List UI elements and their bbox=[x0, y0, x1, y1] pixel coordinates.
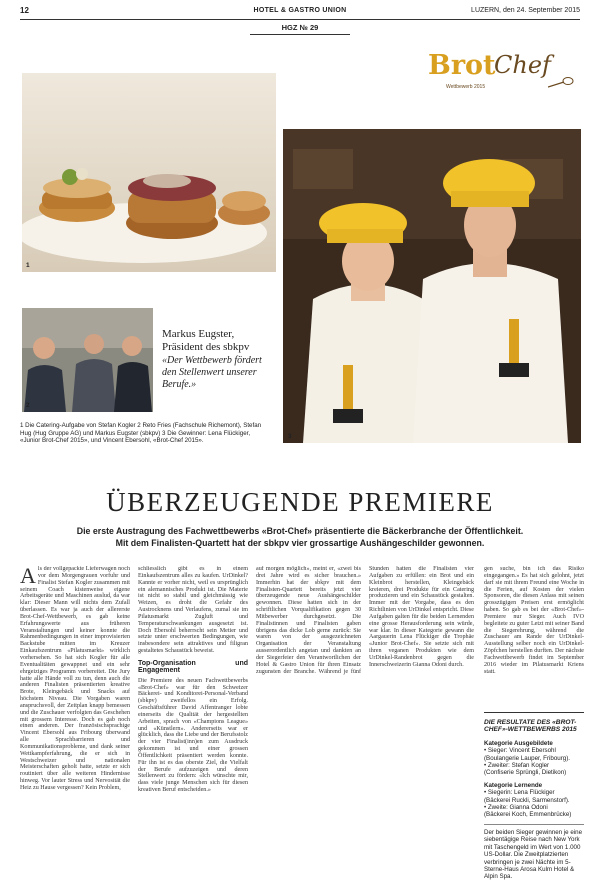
photo-number-2: 2 bbox=[26, 402, 30, 409]
photo-guests bbox=[22, 308, 153, 412]
quote-role: Präsident des sbkpv bbox=[162, 340, 250, 353]
brot-chef-logo bbox=[428, 50, 578, 105]
results-category-2: Kategorie Lernende bbox=[484, 781, 543, 789]
publication-name: HOTEL & GASTRO UNION bbox=[253, 7, 347, 14]
pull-quote bbox=[162, 328, 274, 391]
article-lead bbox=[20, 525, 580, 549]
quote-name: Markus Eugster, bbox=[162, 328, 235, 340]
column-1-text: ls der vollgepackte Lieferwagen noch vor dem Morgengrauen vorfuhr und Finalist Stefan Kogler zusammen mit seinem Coach kistenweise eigene Arbeitsgeräte und Maschinen auslud, da war klar: Dieser Mann will nichts dem Zufall überlassen. Es war ja auch der allererste Brot-Chef-Wettbewerb, es gab keine Erfahrungswerte aus früheren Veranstaltungen und keiner konnte die Rahmenbedingungen in einer improvisierten Backstube mitten im Kreuzer Einkaufszentrum «Pilatusmarkt» wirklich vorhersehen. So hat sich Kogler für alle Eventualitäten gewappnet und ein sehr ehrgeiziges Programm vorbereitet. Die Jury hatte alle Hände voll zu tun, denn auch die anderen Finalisten präsentierten kreative Brote, Kleingebäck und Snacks auf höchstem Niveau. Die Vorgaben waren anspruchsvoll, der Zeitplan knapp bemessen und die Zuschauer verfolgten das Geschehen mit grossem Interesse. Doch es gab noch einen anderen. Der französischsprachige Vincent Ebersohl aus Fribourg überwand alle Sprachbarrieren und Kommunikationsprobleme, und dank seiner Wettkampferfahrung, die er sich in Westschweizer und nationalen Meisterschaften geholt hatte, setzte er sich routiniert über alle weiteren Hindernisse hinweg. Vor lauter Stress und Nervosität die Heiz zu Hause vergessen? Kein Problem, bbox=[20, 566, 130, 791]
subheading: Top-Organisation und Engagement bbox=[138, 659, 248, 674]
column-4-text: gen suche, bin ich das Risiko eingegangen.» Es hat sich gelohnt, jetzt darf sie mit ihrem Freund eine Woche in die Ferien, auf Kosten der vielen Sponsoren, die diesen Anlass mit seinen grosszügigen Preisen erst ermöglicht haben. So gab es bei der «Brot-Chef»-Premiere nur Sieger. Auch IVO begleitete zu guter Letzt mit seiner Band die Siegerehrung, während die Zuschauer am Rande der UrDinkel-Ausstellung selber noch ein UrDinkel-Zöpfchen herstellen durften. Der nächste Fachwettbewerb findet im September 2016 wieder im Pilatusmarkt Kriens statt. bbox=[484, 566, 584, 675]
article-column-2 bbox=[138, 566, 248, 878]
lead-line-1: Die erste Austragung des Fachwettbewerbs «Brot-Chef» präsentierte die Bäckerbranche der Öffentlichkeit. bbox=[76, 526, 524, 536]
dateline: LUZERN, den 24. September 2015 bbox=[471, 7, 580, 14]
quote-text: «Der Wettbewerb fördert den Stellenwert unserer Berufe.» bbox=[162, 355, 262, 390]
drop-cap: A bbox=[20, 566, 36, 588]
results-winner-1: • Sieger: Vincent Ebersohl bbox=[484, 747, 556, 755]
issue-rule bbox=[250, 34, 350, 35]
logo-word-chef: Chef bbox=[494, 51, 551, 79]
results-divider bbox=[484, 824, 584, 825]
guests-illustration bbox=[22, 308, 153, 412]
results-category-1: Kategorie Ausgebildete bbox=[484, 739, 553, 747]
lead-line-2: Mit dem Finalisten-Quartett hat der sbkpv vier grossartige Aushängeschilder gewonnen. bbox=[115, 538, 485, 548]
results-winner-1-affiliation: (Boulangerie Lauper, Fribourg). bbox=[484, 754, 570, 762]
column-3-text: auf morgen möglich», meint er, «zwei bis drei Jahre wird es sicher brauchen.» Immerhin hat der sbkpv mit dem Finalisten-Quartett bereits jetzt vier überzeugende neue Aushängeschilder gewonnen. Diese hatten sich in der schriftlichen Vorqualifikation gegen 30 Mitbewerber durchgesetzt. Die Finalistinnen und Finalisten gaben übrigens das dicke Lob gerne zurück: Sie waren von der ausgezeichneten Organisation der Veranstaltung ausserordentlich angetan und dankten an der Siegerfeier den Verantwortlichen der Hotel & Gastro Union für ihren Einsatz zugunsten der Branche. Während je fünf Stunden hatten die Finalisten vier Aufgaben zu erfüllen: ein Brot und ein Kleinbrot herstellen, Kleingebäck kreieren, drei Produkte für ein Catering produzieren und ein Schaustück gestalten. Immer mit der Vorgabe, dass es den Richtlinien von UrDinkel entspricht. Diese Aufgaben galten für die beiden Lernenden eine grosse Herausforderung sein würde, war klar. In dieser Kategorie gewann die Aargauerin Lena Flückiger die Trophäe «Junior Brot-Chef». Sie setzte sich mit ihren veganen Produkten wie dem UrDinkel-Randenbrot gegen die Innerschweizerin Gianna Odoni durch. bbox=[256, 566, 474, 675]
article-headline: ÜBERZEUGENDE PREMIERE bbox=[106, 487, 494, 517]
photo-number-1: 1 bbox=[26, 262, 30, 269]
results-second-2: • Zweite: Gianna Odoni bbox=[484, 804, 548, 812]
issue-label: HGZ № 29 bbox=[281, 23, 319, 32]
results-title: DIE RESULTATE DES «BROT-CHEF»-WETTBEWERBS 2015 bbox=[484, 719, 577, 734]
logo-tagline: Wettbewerb 2015 bbox=[446, 84, 486, 90]
whisk-icon bbox=[548, 76, 574, 90]
page-header bbox=[20, 6, 580, 18]
header-rule bbox=[20, 19, 580, 20]
photo-winners bbox=[283, 129, 581, 443]
photo-catering bbox=[22, 73, 276, 272]
winners-illustration bbox=[283, 129, 581, 443]
article-column-4 bbox=[484, 566, 584, 706]
logo-word-brot: Brot bbox=[428, 50, 496, 81]
results-box bbox=[484, 712, 584, 881]
results-winner-2-affiliation: (Bäckerei Ruckli, Sarmenstorf). bbox=[484, 796, 570, 804]
pastry-illustration bbox=[22, 73, 276, 272]
results-winner-2: • Siegerin: Lena Flückiger bbox=[484, 789, 555, 797]
article-column-1 bbox=[20, 566, 130, 878]
column-2-text: schliesslich gibt es in einem Einkaufszentrum alles zu kaufen. UrDinkel? Kannte er vorher nicht, weil es ursprünglich ein alemannisches Produkt ist. Die Materie ist nicht so stabil und gleichmässig wie Weizen, es droht die Gefahr des Austrocknens und Verlaufens, zumal sie im Pilatusmarkt Zugluft und Temperaturschwankungen ausgesetzt ist. Doch Ebersohl beherrscht sein Metier und setzte unter erschwerten Bedingungen, wie insbesondere sein attraktives und filigran gestaltetes Schaustück beweist. bbox=[138, 566, 248, 655]
page-number: 12 bbox=[20, 6, 29, 15]
results-second-2-affiliation: (Bäckerei Koch, Emmenbrücke) bbox=[484, 811, 572, 819]
results-second-1: • Zweiter: Stefan Kogler bbox=[484, 762, 550, 770]
photo-caption: 1 Die Catering-Aufgabe von Stefan Kogler 2 Reto Fries (Fachschule Richemont), Stefan Hug (Hug Gruppe AG) und Markus Eugster (sbkpv) 3 Die Gewinner: Lena Flückiger, «Junior Brot-Chef 2015», und Vincent Ebersohl, «Brot-Chef 2015». bbox=[20, 422, 262, 445]
results-second-1-affiliation: (Confiserie Sprüngli, Dietikon) bbox=[484, 769, 567, 777]
article-column-3 bbox=[256, 566, 474, 878]
results-note: Der beiden Sieger gewinnen je eine siebentägige Reise nach New York mit Taschengeld im Wert von 1.000 US-Dollar. Die Zweitplatzierten verbringen je zwei Nächte im 5-Sterne-Haus Arosa Kulm Hotel & Alpin Spa. bbox=[484, 828, 583, 881]
photo-number-3: 3 bbox=[288, 433, 292, 440]
column-2b-text: Die Premiere des neuen Fachwettbewerbs «Brot-Chef» war für den Schweizer Bäckerei- und Konditorei-Personal-Verband (sbkpv) zweifellos ein Erfolg. Geschäftsführer David Affentranger lobte einerseits die Qualität der hergestellten Arbeiten, sprach von «Champions League» und «Künstlern». Andererseits war er glücklich, dass die Liebe und der Berufsstolz der vier Finalist(inn)en zum Ausdruck gekommen ist und einer grossen Öffentlichkeit präsentiert werden konnte. Für ihn ist es das oberste Ziel, die Vielfalt der Berufe aufzuzeigen und deren Stellenwert zu fördern: «Ich wünschte mir, dass viele junge Menschen sich für diesen kreativen Beruf entscheiden.» bbox=[138, 677, 248, 794]
